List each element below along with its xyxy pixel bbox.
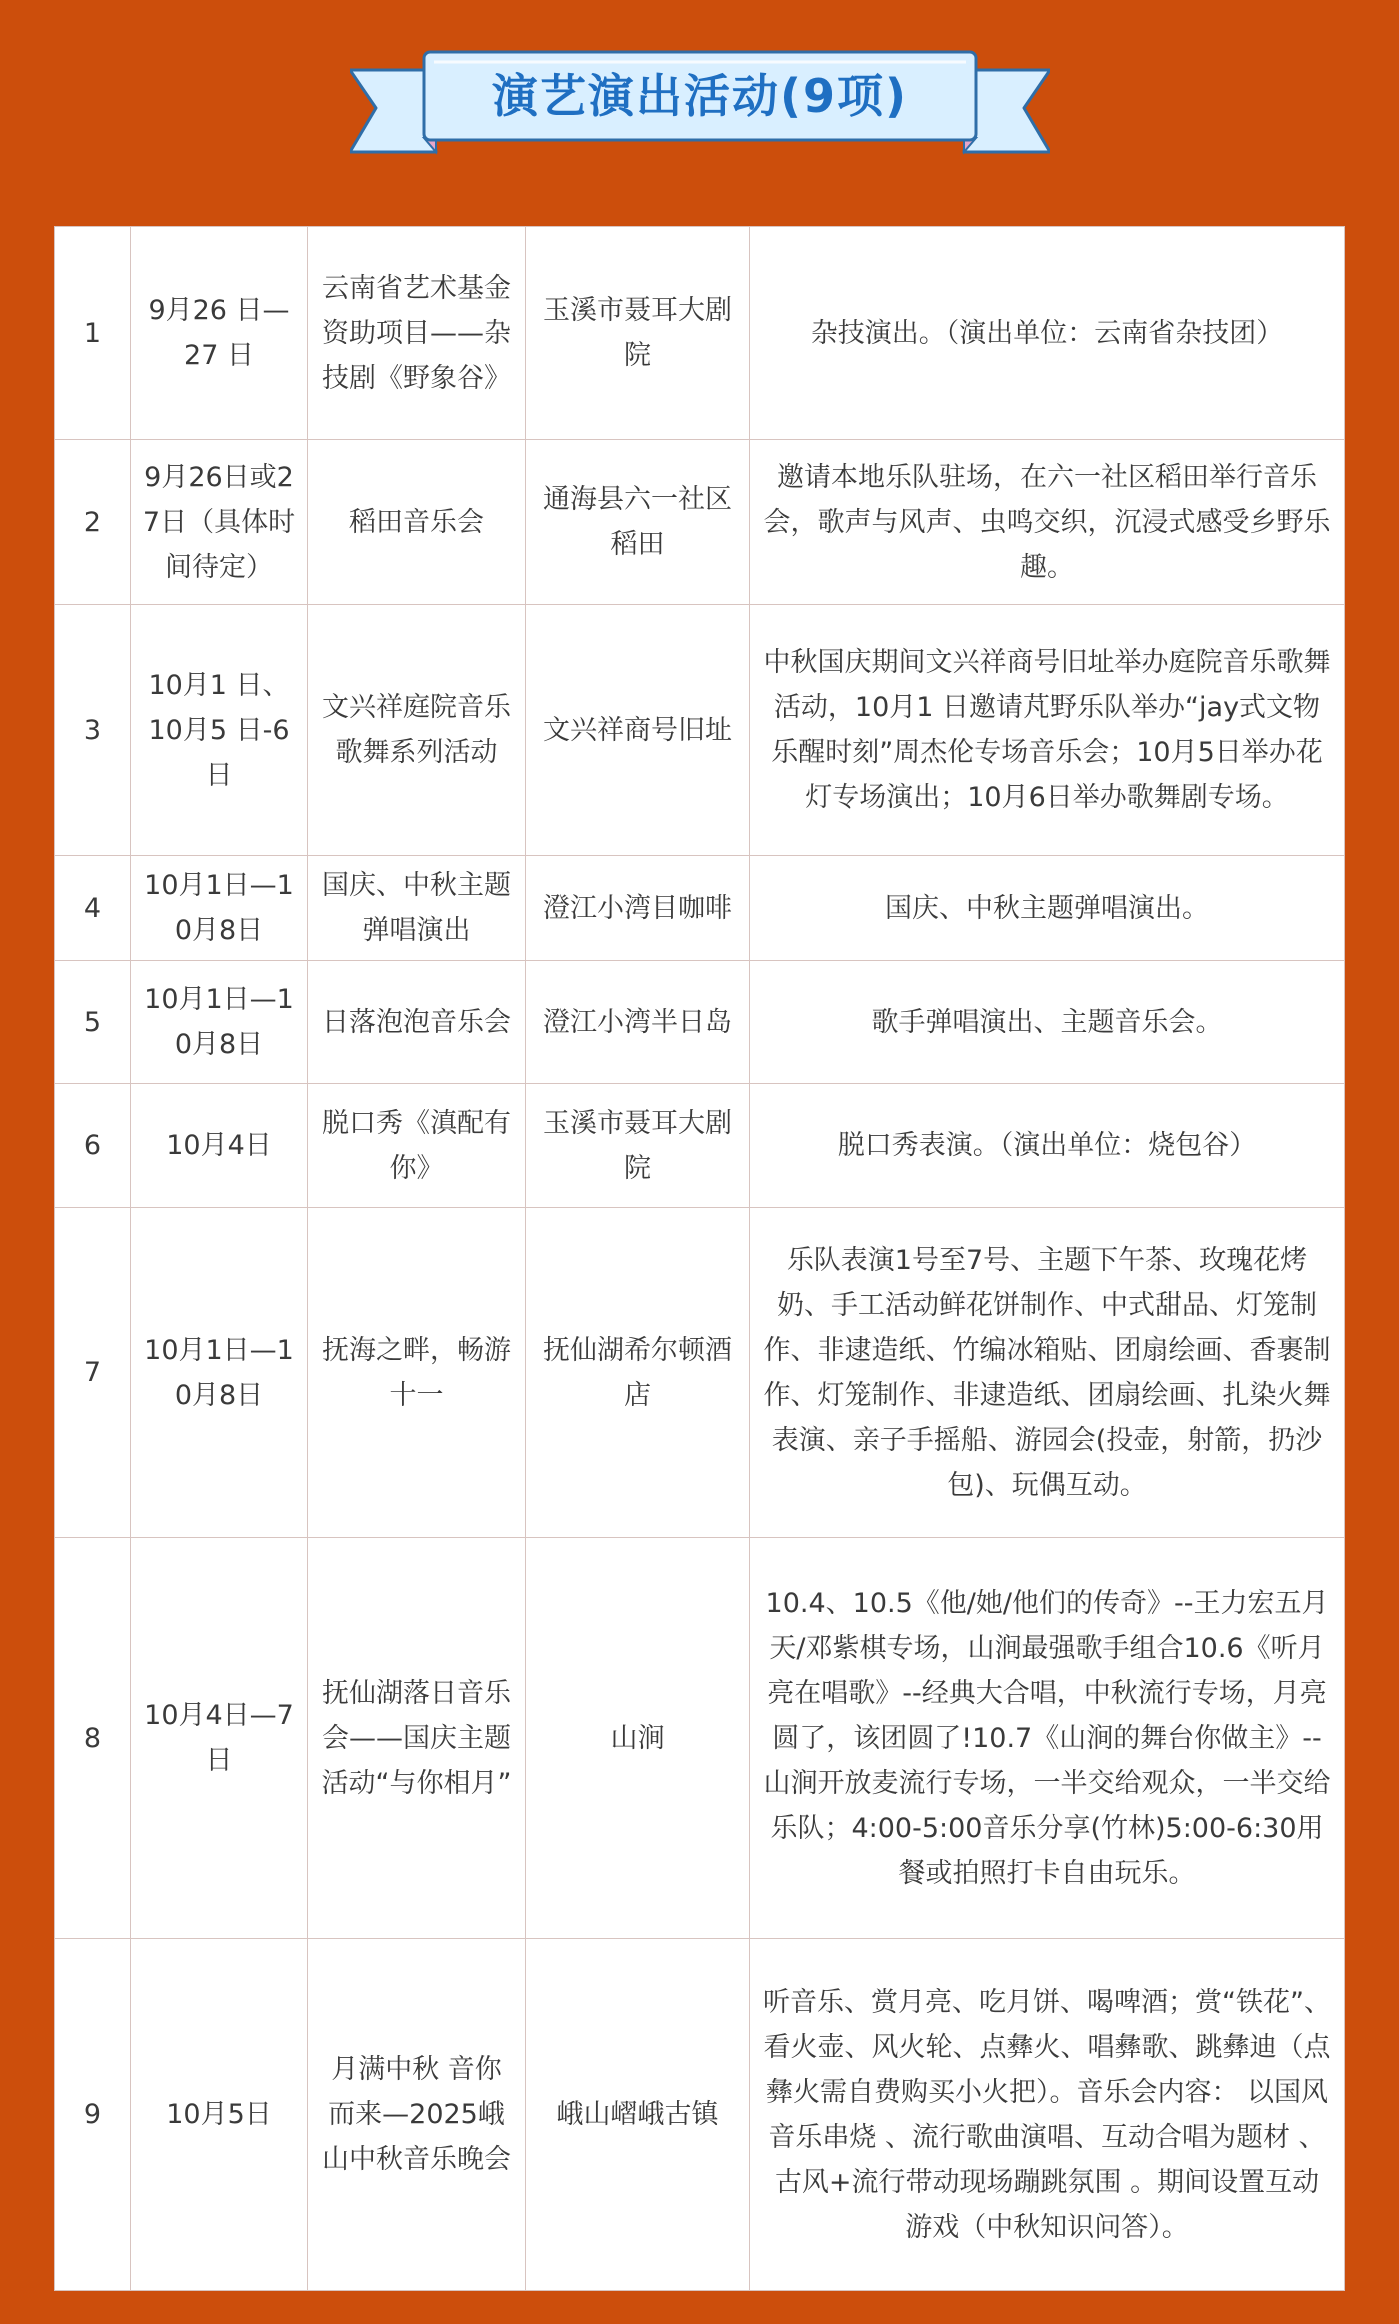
row-number: 5 (55, 961, 131, 1084)
row-number: 2 (55, 440, 131, 605)
event-name: 抚海之畔，畅游十一 (308, 1208, 526, 1538)
table-row (55, 440, 1345, 605)
event-date: 10月5日 (131, 1939, 308, 2291)
event-description: 10.4、10.5《他/她/他们的传奇》--王力宏五月天/邓紫棋专场，山涧最强歌手组合10.6《听月亮在唱歌》--经典大合唱，中秋流行专场，月亮圆了，该团圆了!10.7《山涧的舞台你做主》--山涧开放麦流行专场，一半交给观众，一半交给乐队；4:00-5:00音乐分享(竹林)5:00-6:30用餐或拍照打卡自由玩乐。 (750, 1538, 1345, 1939)
table-row (55, 227, 1345, 440)
event-description: 听音乐、赏月亮、吃月饼、喝啤酒；赏“铁花”、看火壶、风火轮、点彝火、唱彝歌、跳彝迪（点彝火需自费购买小火把）。音乐会内容： 以国风音乐串烧 、流行歌曲演唱、互动合唱为题材 、古风+流行带动现场蹦跳氛围 。期间设置互动游戏（中秋知识问答）。 (750, 1939, 1345, 2291)
row-number: 9 (55, 1939, 131, 2291)
event-name: 日落泡泡音乐会 (308, 961, 526, 1084)
event-date: 10月1日—10月8日 (131, 856, 308, 961)
event-name: 云南省艺术基金资助项目——杂技剧《野象谷》 (308, 227, 526, 440)
event-venue: 澄江小湾目咖啡 (526, 856, 750, 961)
event-venue: 抚仙湖希尔顿酒店 (526, 1208, 750, 1538)
event-description: 乐队表演1号至7号、主题下午茶、玫瑰花烤奶、手工活动鲜花饼制作、中式甜品、灯笼制作、非逮造纸、竹编冰箱贴、团扇绘画、香裹制作、灯笼制作、非逮造纸、团扇绘画、扎染火舞表演、亲子手摇船、游园会(投壶，射箭，扔沙包)、玩偶互动。 (750, 1208, 1345, 1538)
event-venue: 玉溪市聂耳大剧院 (526, 227, 750, 440)
event-name: 脱口秀《滇配有你》 (308, 1084, 526, 1208)
event-date: 10月4日—7日 (131, 1538, 308, 1939)
event-venue: 澄江小湾半日岛 (526, 961, 750, 1084)
event-description: 国庆、中秋主题弹唱演出。 (750, 856, 1345, 961)
table-row (55, 856, 1345, 961)
event-name: 稻田音乐会 (308, 440, 526, 605)
row-number: 6 (55, 1084, 131, 1208)
event-venue: 玉溪市聂耳大剧院 (526, 1084, 750, 1208)
event-description: 杂技演出。（演出单位：云南省杂技团） (750, 227, 1345, 440)
table-row (55, 1208, 1345, 1538)
page-title: 演艺演出活动(9项) (491, 69, 909, 123)
events-table-container (54, 226, 1344, 2291)
event-venue: 峨山嶍峨古镇 (526, 1939, 750, 2291)
event-venue: 山涧 (526, 1538, 750, 1939)
event-venue: 文兴祥商号旧址 (526, 605, 750, 856)
row-number: 7 (55, 1208, 131, 1538)
table-row (55, 1538, 1345, 1939)
event-date: 9月26 日—27 日 (131, 227, 308, 440)
title-banner (350, 48, 1050, 158)
event-date: 10月1 日、10月5 日-6日 (131, 605, 308, 856)
event-name: 抚仙湖落日音乐会——国庆主题活动“与你相月” (308, 1538, 526, 1939)
table-row (55, 1939, 1345, 2291)
events-table (54, 226, 1345, 2291)
row-number: 4 (55, 856, 131, 961)
event-description: 中秋国庆期间文兴祥商号旧址举办庭院音乐歌舞活动，10月1 日邀请芃野乐队举办“jay式文物乐醒时刻”周杰伦专场音乐会；10月5日举办花灯专场演出；10月6日举办歌舞剧专场。 (750, 605, 1345, 856)
event-description: 歌手弹唱演出、主题音乐会。 (750, 961, 1345, 1084)
event-date: 10月4日 (131, 1084, 308, 1208)
event-venue: 通海县六一社区稻田 (526, 440, 750, 605)
row-number: 3 (55, 605, 131, 856)
event-date: 10月1日—10月8日 (131, 1208, 308, 1538)
event-name: 文兴祥庭院音乐歌舞系列活动 (308, 605, 526, 856)
row-number: 1 (55, 227, 131, 440)
event-name: 国庆、中秋主题弹唱演出 (308, 856, 526, 961)
event-date: 10月1日—10月8日 (131, 961, 308, 1084)
event-name: 月满中秋 音你而来—2025峨山中秋音乐晚会 (308, 1939, 526, 2291)
table-row (55, 1084, 1345, 1208)
event-description: 邀请本地乐队驻场，在六一社区稻田举行音乐会，歌声与风声、虫鸣交织，沉浸式感受乡野乐趣。 (750, 440, 1345, 605)
event-description: 脱口秀表演。（演出单位：烧包谷） (750, 1084, 1345, 1208)
table-row (55, 961, 1345, 1084)
table-row (55, 605, 1345, 856)
row-number: 8 (55, 1538, 131, 1939)
event-date: 9月26日或27日（具体时间待定） (131, 440, 308, 605)
